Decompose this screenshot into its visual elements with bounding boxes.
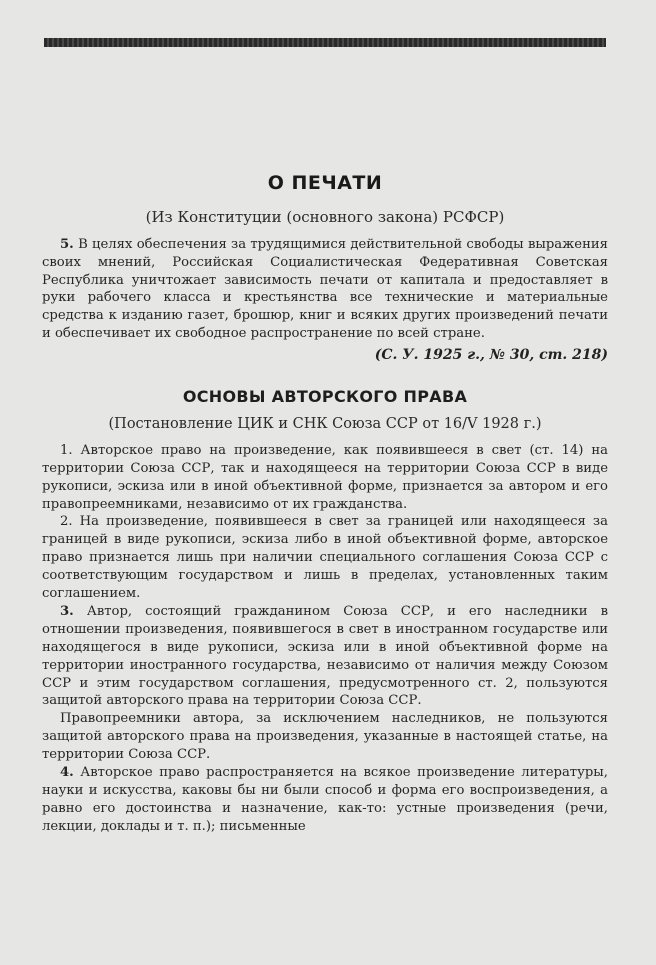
section1-citation: (С. У. 1925 г., № 30, ст. 218) xyxy=(374,346,608,363)
article-number: 2. xyxy=(60,514,73,530)
article-number: 3. xyxy=(60,603,74,619)
section1-subtitle: (Из Конституции (основного закона) РСФСР) xyxy=(145,208,505,226)
section1-title: О ПЕЧАТИ xyxy=(267,172,383,194)
section2-subtitle: (Постановление ЦИК и СНК Союза ССР от 16/V 1928 г.) xyxy=(108,415,542,432)
article-3-continuation xyxy=(42,710,608,764)
paragraph-number: 5. xyxy=(60,237,74,252)
article-text: Авторское право на произведение, как появившееся в свет (ст. 14) на территории Союза ССР, так и находящееся на территории Союза ССР в виде рукописи, эскиза или в иной объективной форме, признается за автором и его правопреемниками, независимо от их гражданства. xyxy=(42,442,608,512)
article-number: 4. xyxy=(60,765,74,781)
article-3 xyxy=(42,603,608,710)
article-text: Автор, состоящий гражданином Союза ССР, и его наследники в отношении произведения, появившегося в свет в иностранном государстве или находящегося в виде рукописи, эскиза или в иной объективной форме на территории иностранного государства, независимо от наличия между Союзом ССР и этим государством соглашения, предусмотренного ст. 2, пользуются защитой авторского права на территории Союза ССР. xyxy=(42,603,608,709)
article-text: Авторское право распространяется на всякое произведение литературы, науки и искусства, каковы бы ни были способ и форма его воспроизведения, а равно его достоинства и назначение, как-то: устные произведения (речи, лекции, доклады и т. п.); письменные xyxy=(42,765,608,834)
article-4 xyxy=(42,764,608,836)
article-text: Правопреемники автора, за исключением наследников, не пользуются защитой авторского права на произведения, указанные в настоящей статье, на территории Союза ССР. xyxy=(42,711,608,763)
article-1 xyxy=(42,442,608,514)
article-text: На произведение, появившееся в свет за границей или находящееся за границей в виде рукописи, эскиза либо в иной объективной форме, авторское право признается лишь при наличии специального соглашения Союза ССР с соответствующим государством и лишь в пределах, установленных таким соглашением. xyxy=(42,514,608,602)
article-2 xyxy=(42,513,608,603)
paragraph-text: В целях обеспечения за трудящимися действительной свободы выражения своих мнений, Российская Социалистическая Федеративная Советская Республика уничтожает зависимость печати от капитала и предоставляет в руки рабочего класса и крестьянства все технические и материальные средства к изданию газет, брошюр, книг и всяких других произведений печати и обеспечивает их свободное распространение по всей стране. xyxy=(42,237,609,341)
section1-paragraph xyxy=(42,236,608,343)
article-number: 1. xyxy=(60,442,73,458)
section2-title: ОСНОВЫ АВТОРСКОГО ПРАВА xyxy=(182,386,468,406)
document-body xyxy=(42,172,608,836)
top-decorative-rule xyxy=(44,38,606,47)
